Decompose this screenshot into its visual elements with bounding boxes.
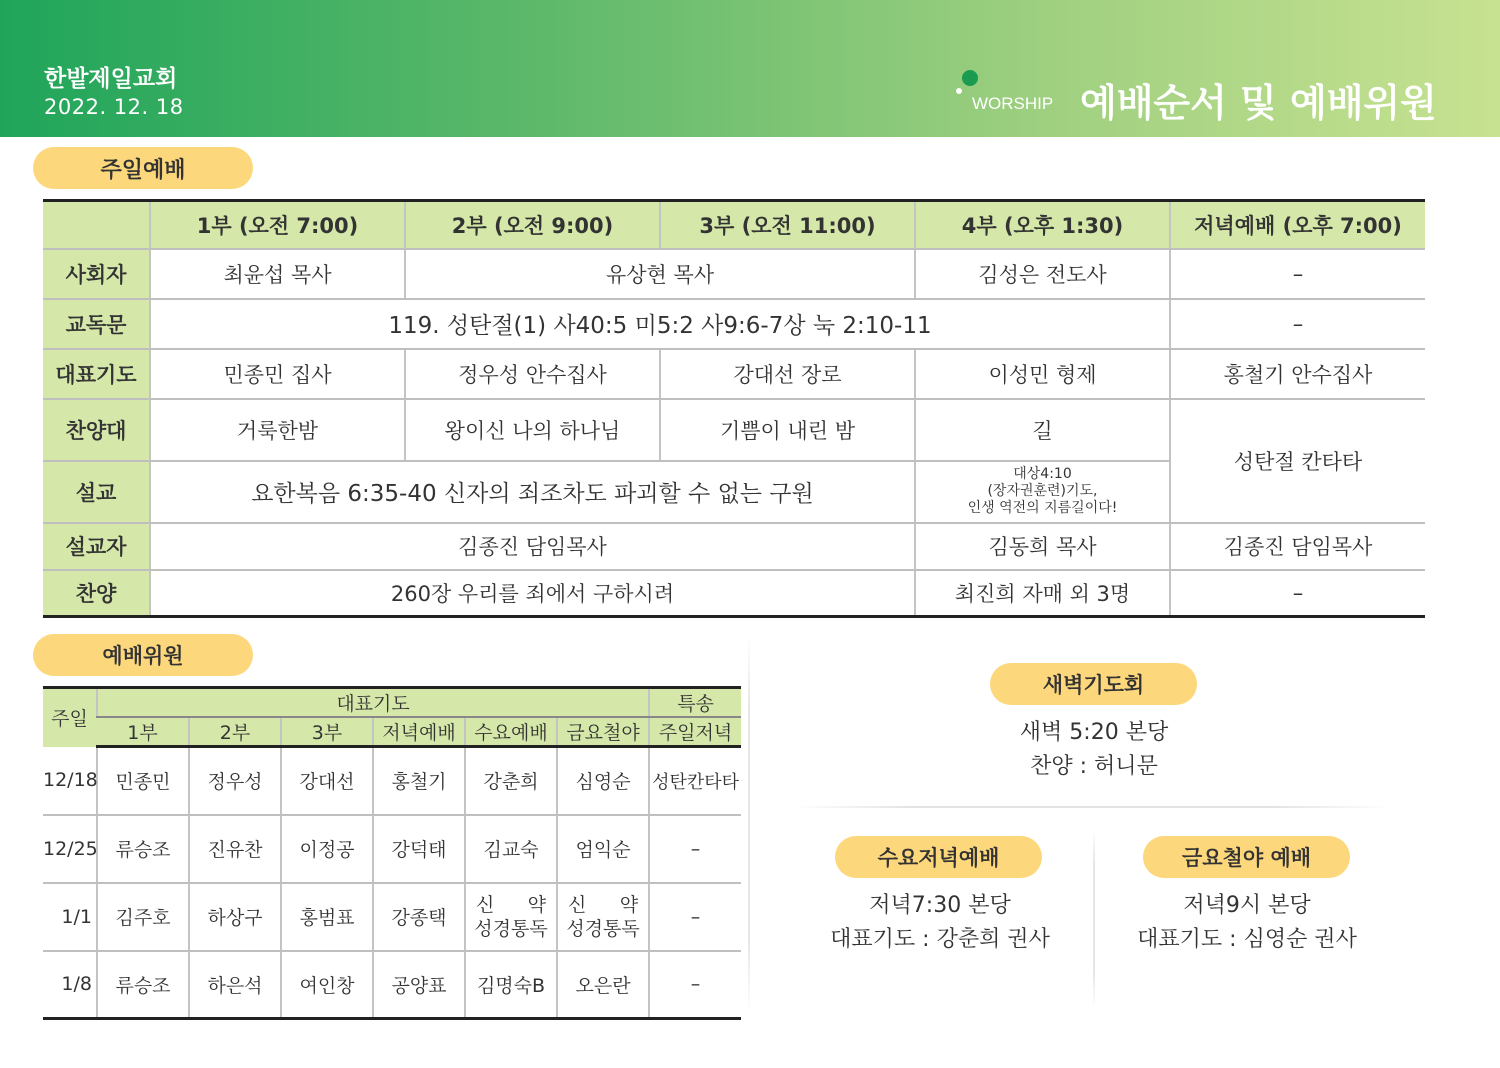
table-row: [43, 815, 741, 883]
cell-text: 신: [568, 893, 587, 916]
cell-line: 성경통독: [566, 917, 640, 940]
cell: 김명숙B: [465, 951, 557, 1019]
cell: 119. 성탄절(1) 사40:5 미5:2 사9:6-7상 눅 2:10-11: [150, 299, 1170, 349]
cell: 강춘희: [465, 747, 557, 815]
vertical-divider: [748, 634, 750, 1016]
cell: 최진희 자매 외 3명: [915, 570, 1170, 617]
dot-icon: [962, 70, 978, 86]
table-row: [43, 570, 1425, 617]
cell: 여인창: [281, 951, 373, 1019]
row-label: 찬양대: [43, 399, 150, 461]
committee-header-row: [43, 688, 741, 718]
small-dot-icon: [956, 88, 962, 94]
cell: –: [649, 815, 741, 883]
header-special: 특송: [649, 688, 741, 718]
page-title: 예배순서 및 예배위원: [1080, 81, 1437, 125]
cell-text: 약: [619, 893, 639, 916]
cell: 류승조: [97, 951, 189, 1019]
committee-subheader-row: [43, 717, 741, 747]
table-row: [43, 951, 741, 1019]
cell-line: 성경통독: [474, 917, 548, 940]
cell: 성탄절 칸타타: [1170, 399, 1425, 523]
row-label: 교독문: [43, 299, 150, 349]
cell: 유상현 목사: [405, 249, 915, 299]
note-line: 인생 역전의 지름길이다!: [967, 500, 1118, 516]
info-line: 찬양 : 허니문: [1030, 754, 1158, 779]
table-header-row: [43, 201, 1425, 249]
cell: 진유찬: [189, 815, 281, 883]
info-line: 대표기도 : 강춘희 권사: [830, 927, 1050, 952]
table-row: [43, 299, 1425, 349]
cell: 홍철기 안수집사: [1170, 349, 1425, 399]
friday-service-pill: 금요철야 예배: [1143, 836, 1350, 878]
church-name: 한밭제일교회: [44, 66, 178, 92]
cell: 최윤섭 목사: [150, 249, 405, 299]
table-row: [43, 399, 1425, 461]
note-line: (장자권훈련)기도,: [987, 483, 1098, 499]
subheader: 2부: [189, 717, 281, 747]
cell: 심영순: [557, 747, 649, 815]
cell: 하은석: [189, 951, 281, 1019]
cell: 강대선 장로: [660, 349, 915, 399]
row-label: 사회자: [43, 249, 150, 299]
cell: 이성민 형제: [915, 349, 1170, 399]
sunday-service-table: [43, 199, 1425, 618]
cell: 강덕태: [373, 815, 465, 883]
cell: 공양표: [373, 951, 465, 1019]
dawn-prayer-pill: 새벽기도회: [990, 663, 1197, 705]
cell: 김종진 담임목사: [1170, 523, 1425, 570]
column-header: 4부 (오후 1:30): [915, 201, 1170, 249]
cell: 기쁨이 내린 밤: [660, 399, 915, 461]
subheader: 수요예배: [465, 717, 557, 747]
date-cell: 12/25: [43, 815, 97, 883]
corner-cell: [43, 201, 150, 249]
cell: 민종민 집사: [150, 349, 405, 399]
wednesday-service-pill: 수요저녁예배: [835, 836, 1042, 878]
cell: 김성은 전도사: [915, 249, 1170, 299]
cell: 김종진 담임목사: [150, 523, 915, 570]
cell: 김교숙: [465, 815, 557, 883]
wednesday-service-info: [790, 889, 1090, 957]
subheader: 주일저녁: [649, 717, 741, 747]
column-header: 1부 (오전 7:00): [150, 201, 405, 249]
cell: 왕이신 나의 하나님: [405, 399, 660, 461]
subheader: 1부: [97, 717, 189, 747]
column-header: 2부 (오전 9:00): [405, 201, 660, 249]
info-line: 저녁9시 본당: [1183, 893, 1311, 918]
column-header: 3부 (오전 11:00): [660, 201, 915, 249]
info-line: 새벽 5:20 본당: [1019, 720, 1169, 745]
cell: –: [649, 951, 741, 1019]
cell: 강대선: [281, 747, 373, 815]
row-label: 설교: [43, 461, 150, 523]
cell: 거룩한밤: [150, 399, 405, 461]
table-row: [43, 523, 1425, 570]
info-line: 대표기도 : 심영순 권사: [1137, 927, 1357, 952]
cell: 이정공: [281, 815, 373, 883]
subheader: 저녁예배: [373, 717, 465, 747]
date-cell: 1/8: [43, 951, 97, 1019]
cell-text: 신: [476, 893, 495, 916]
committee-table: [43, 686, 741, 1020]
cell: 김주호: [97, 883, 189, 951]
cell: –: [1170, 570, 1425, 617]
dawn-prayer-info: [944, 716, 1244, 784]
worship-label: WORSHIP: [972, 94, 1054, 113]
cell: [465, 883, 557, 951]
header-banner: [0, 0, 1500, 137]
subheader: 3부: [281, 717, 373, 747]
horizontal-divider: [793, 806, 1391, 808]
vertical-divider: [1093, 828, 1095, 1008]
date-cell: 1/1: [43, 883, 97, 951]
cell: 260장 우리를 죄에서 구하시려: [150, 570, 915, 617]
committee-pill: 예배위원: [33, 634, 253, 676]
cell: 홍철기: [373, 747, 465, 815]
cell-text: 약: [527, 893, 546, 916]
cell: 김동희 목사: [915, 523, 1170, 570]
cell: 강종택: [373, 883, 465, 951]
cell: 오은란: [557, 951, 649, 1019]
header-sunday: 주일: [43, 688, 97, 747]
table-row: [43, 249, 1425, 299]
bulletin-date: 2022. 12. 18: [44, 95, 184, 119]
subheader: 금요철야: [557, 717, 649, 747]
friday-service-info: [1097, 889, 1397, 957]
cell: –: [1170, 249, 1425, 299]
cell: –: [1170, 299, 1425, 349]
table-row: [43, 747, 741, 815]
cell: [915, 461, 1170, 523]
cell: 정우성: [189, 747, 281, 815]
info-line: 저녁7:30 본당: [869, 893, 1011, 918]
column-header: 저녁예배 (오후 7:00): [1170, 201, 1425, 249]
cell: [557, 883, 649, 951]
cell: 요한복음 6:35-40 신자의 죄조차도 파괴할 수 없는 구원: [150, 461, 915, 523]
table-row: [43, 349, 1425, 399]
cell-line: [558, 893, 648, 917]
cell: 하상구: [189, 883, 281, 951]
date-cell: 12/18: [43, 747, 97, 815]
sunday-service-pill: 주일예배: [33, 147, 253, 189]
cell: 성탄칸타타: [649, 747, 741, 815]
cell: 엄익순: [557, 815, 649, 883]
table-row: [43, 883, 741, 951]
cell: –: [649, 883, 741, 951]
row-label: 설교자: [43, 523, 150, 570]
note-line: 대상4:10: [1013, 466, 1072, 482]
cell: 민종민: [97, 747, 189, 815]
cell: 정우성 안수집사: [405, 349, 660, 399]
cell: 홍범표: [281, 883, 373, 951]
header-prayer: 대표기도: [97, 688, 649, 718]
row-label: 대표기도: [43, 349, 150, 399]
cell: 류승조: [97, 815, 189, 883]
cell: 길: [915, 399, 1170, 461]
cell-line: [466, 893, 556, 917]
row-label: 찬양: [43, 570, 150, 617]
